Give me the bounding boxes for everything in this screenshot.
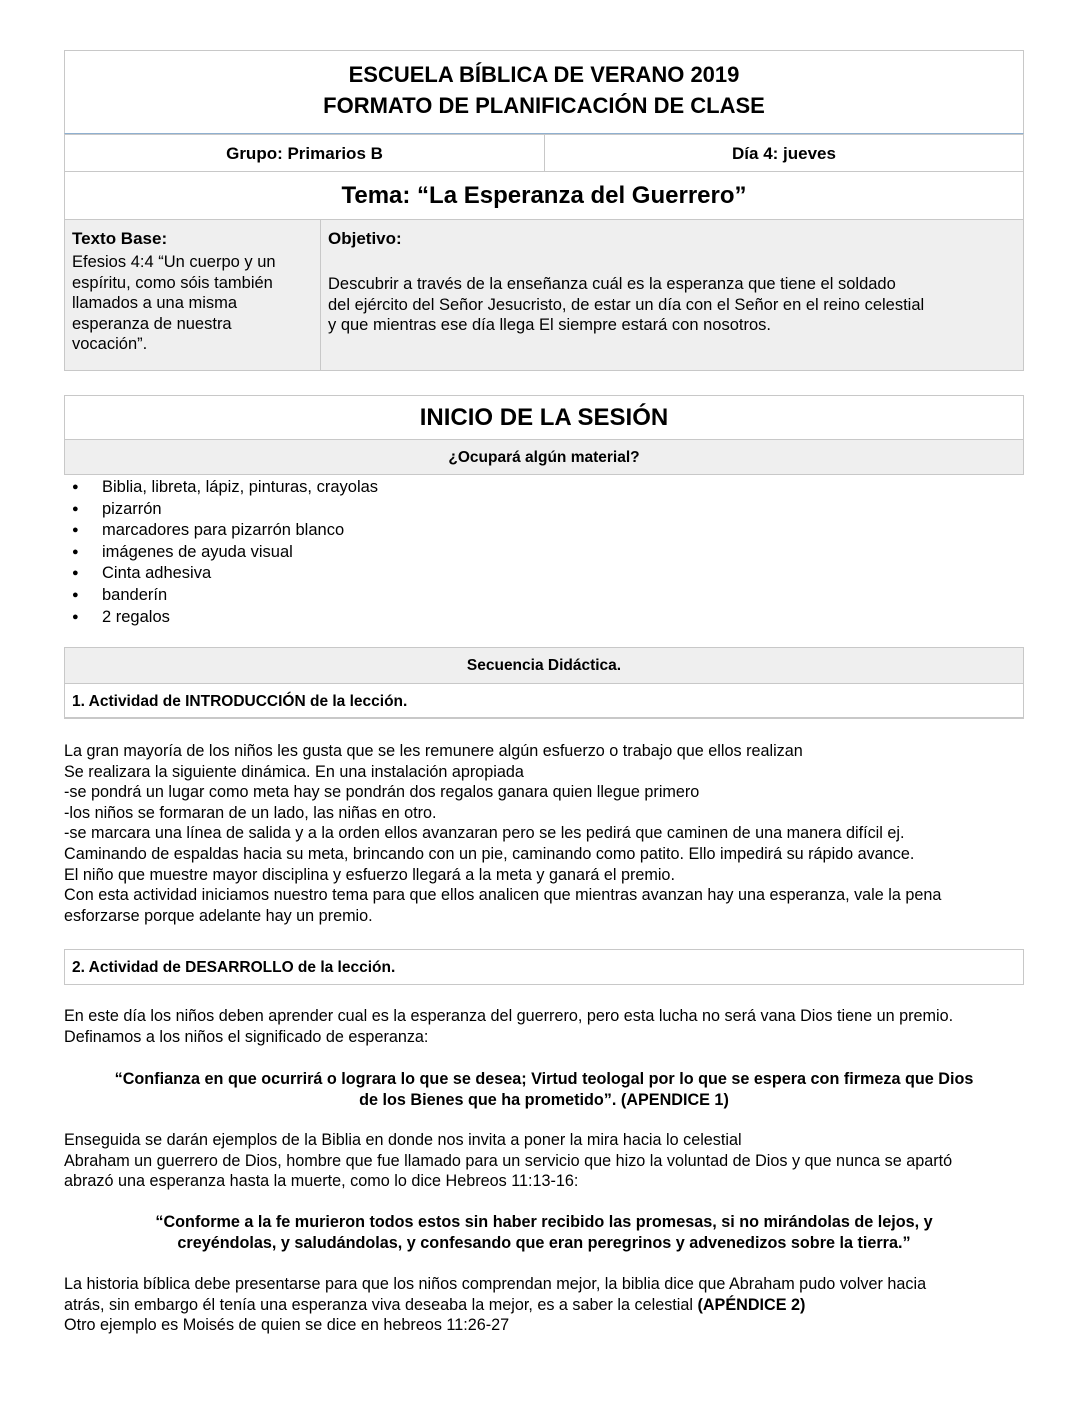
day-label: Día 4: jueves — [732, 144, 836, 163]
material-question: ¿Ocupará algún material? — [448, 449, 640, 466]
text-line: Enseguida se darán ejemplos de la Biblia en donde nos invita a poner la mira hacia lo celestial — [64, 1131, 742, 1149]
objective-label: Objetivo: — [328, 229, 402, 248]
intro-paragraph — [64, 741, 1024, 926]
text-line: -los niños se formaran de un lado, las niñas en otro. — [64, 803, 437, 822]
day-cell — [544, 134, 1024, 172]
theme-cell — [64, 171, 1024, 220]
objective-line: Descubrir a través de la enseñanza cuál es la esperanza que tiene el soldado — [328, 275, 896, 293]
development-paragraph-2 — [64, 1130, 1024, 1192]
sequence-title-cell — [64, 647, 1024, 684]
text-line: -se pondrá un lugar como meta hay se pondrán dos regalos ganara quien llegue primero — [64, 783, 700, 802]
text-line — [64, 1295, 1024, 1316]
bullet-icon: ● — [72, 481, 79, 493]
theme-title: Tema: “La Esperanza del Guerrero” — [341, 182, 747, 209]
appendix-ref: (APÉNDICE 2) — [692, 1295, 806, 1314]
objective-body — [328, 274, 1023, 336]
base-text-line: llamados a una misma — [72, 294, 238, 313]
base-text-cell — [64, 219, 321, 371]
text-line: Abraham un guerrero de Dios, hombre que fue llamado para un servicio que hizo la voluntad de Dios y que nunca se apartó — [64, 1151, 953, 1170]
list-item: ● marcadores para pizarrón blanco — [72, 520, 378, 542]
text-line: Otro ejemplo es Moisés de quien se dice en hebreos 11:26-27 — [64, 1316, 510, 1335]
bullet-icon: ● — [72, 524, 79, 537]
quote-line: creyéndolas, y saludándolas, y confesando que eran peregrinos y advenedizos sobre la tierra.” — [177, 1233, 911, 1252]
base-text-body — [72, 252, 320, 355]
list-item: ● imágenes de ayuda visual — [72, 542, 378, 564]
session-title: INICIO DE LA SESIÓN — [419, 404, 669, 431]
text-line: Con esta actividad iniciamos nuestro tema para que ellos analicen que mientras avanzan hay una esperanza, vale la pena — [64, 886, 942, 905]
base-text-line: Efesios 4:4 “Un cuerpo y un — [72, 253, 276, 271]
sequence-title: Secuencia Didáctica. — [466, 657, 622, 674]
text-line: El niño que muestre mayor disciplina y esfuerzo llegará a la meta y ganará el premio. — [64, 865, 675, 884]
activity2-title: 2. Actividad de DESARROLLO de la lección. — [72, 959, 396, 976]
title-line-1: ESCUELA BÍBLICA DE VERANO 2019 — [348, 62, 740, 87]
list-item: ● 2 regalos — [72, 607, 378, 629]
activity2-cell — [64, 949, 1024, 985]
bullet-icon: ● — [72, 502, 79, 515]
text-line: esforzarse porque adelante hay un premio. — [64, 906, 373, 925]
session-title-cell — [64, 395, 1024, 440]
objective-line: y que mientras ese día llega El siempre estará con nosotros. — [328, 316, 771, 335]
bullet-icon: ● — [72, 567, 79, 580]
list-item: ● Cinta adhesiva — [72, 563, 378, 585]
quote-line: “Conforme a la fe murieron todos estos sin haber recibido las promesas, si no mirándolas de lejos, y — [155, 1213, 933, 1231]
bullet-icon: ● — [72, 610, 79, 623]
base-text-label: Texto Base: — [72, 229, 168, 248]
quote-line: de los Bienes que ha prometido”. (APENDICE 1) — [359, 1090, 729, 1109]
text-line: La historia bíblica debe presentarse para que los niños comprendan mejor, la biblia dice que Abraham pudo volver hacia — [64, 1275, 927, 1293]
bullet-icon: ● — [72, 588, 79, 601]
title-cell — [64, 50, 1024, 134]
group-cell — [64, 134, 545, 172]
base-text-line: esperanza de nuestra — [72, 314, 232, 333]
title-line-2: FORMATO DE PLANIFICACIÓN DE CLASE — [323, 93, 765, 118]
development-paragraph-3 — [64, 1274, 1024, 1336]
objective-cell — [320, 219, 1024, 371]
list-item: ● Biblia, libreta, lápiz, pinturas, crayolas — [72, 477, 378, 499]
materials-list — [72, 477, 378, 628]
text-line: abrazó una esperanza hasta la muerte, como lo dice Hebreos 11:13-16: — [64, 1172, 579, 1191]
definition-quote — [64, 1069, 1024, 1110]
hebrews-quote — [64, 1212, 1024, 1253]
text-line: Definamos a los niños el significado de esperanza: — [64, 1027, 429, 1046]
text-line: La gran mayoría de los niños les gusta que se les remunere algún esfuerzo o trabajo que ellos realizan — [64, 742, 803, 760]
text-line: En este día los niños deben aprender cual es la esperanza del guerrero, pero esta lucha no será vana Dios tiene un premio. — [64, 1007, 954, 1025]
text-line: -se marcara una línea de salida y a la orden ellos avanzaran pero se les pedirá que caminen de una manera difícil ej. — [64, 824, 905, 843]
base-text-line: espíritu, como sóis también — [72, 273, 273, 292]
material-question-cell — [64, 439, 1024, 475]
quote-line: “Confianza en que ocurrirá o lograra lo que se desea; Virtud teologal por lo que se espera con firmeza que Dios — [114, 1070, 974, 1088]
list-item: ● banderín — [72, 585, 378, 607]
bullet-icon: ● — [72, 545, 79, 558]
activity1-title: 1. Actividad de INTRODUCCIÓN de la lección. — [72, 693, 408, 710]
objective-line: del ejército del Señor Jesucristo, de estar un día con el Señor en el reino celestial — [328, 295, 925, 314]
group-label: Grupo: Primarios B — [226, 144, 383, 163]
text-line-part: atrás, sin embargo él tenía una esperanza viva deseaba la mejor, es a saber la celestial — [64, 1295, 693, 1314]
text-line: Caminando de espaldas hacia su meta, brincando con un pie, caminando como patito. Ello impedirá su rápido avance. — [64, 844, 915, 863]
base-text-line: vocación”. — [72, 335, 148, 354]
activity1-cell — [64, 683, 1024, 719]
list-item: ● pizarrón — [72, 499, 378, 521]
text-line: Se realizara la siguiente dinámica. En una instalación apropiada — [64, 762, 524, 781]
development-paragraph-1 — [64, 1006, 1024, 1047]
